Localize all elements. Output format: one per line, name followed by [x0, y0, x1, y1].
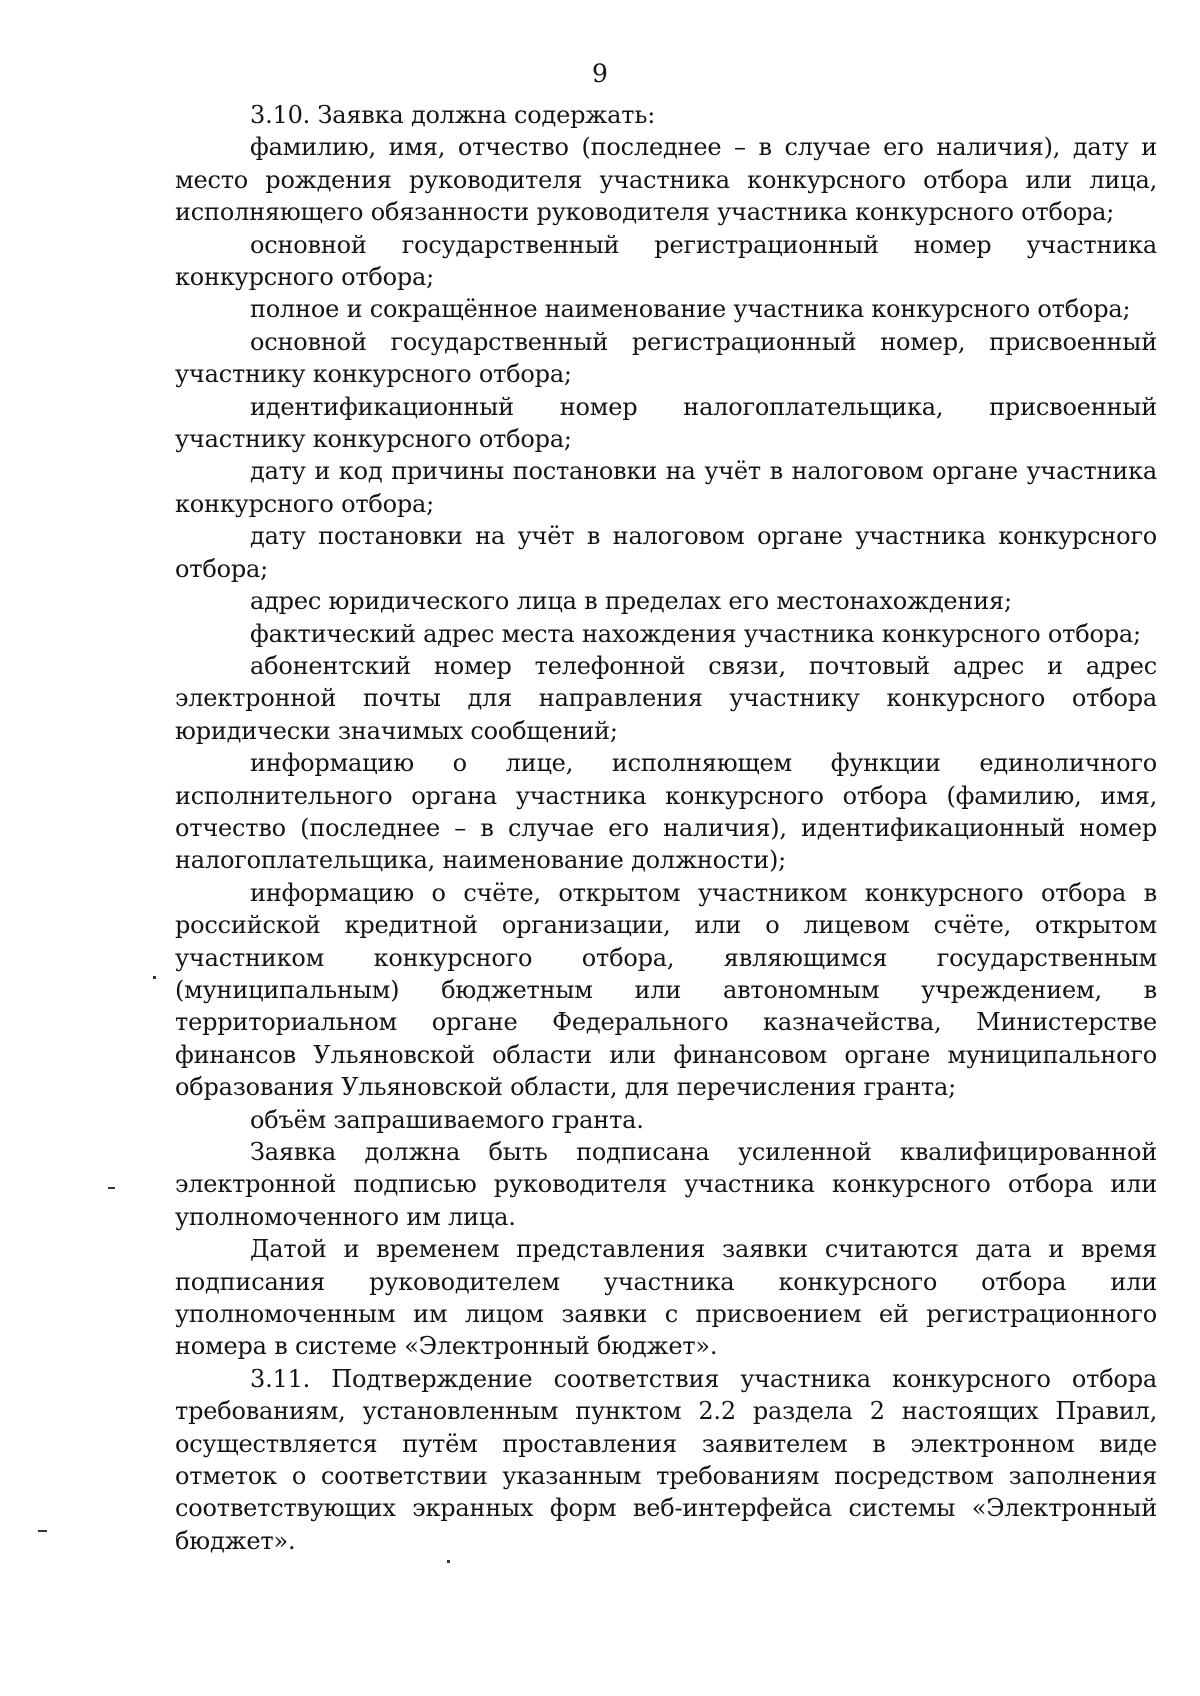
scan-speck: [108, 1187, 115, 1189]
paragraph-kpp: дату и код причины постановки на учёт в налоговом органе участника конкурсного отбора;: [175, 457, 1157, 518]
paragraph-section-3-10-heading: 3.10. Заявка должна содержать:: [250, 101, 656, 129]
scan-speck: [153, 976, 156, 979]
paragraph-account-info: информацию о счёте, открытом участником конкурсного отбора в российской кредитной организации, или о лицевом счёте, открытом участником конкурсного отбора, являющимся государственным (муниципальным) бюджетным или автономным учреждением, в территориальном органе Федерального казначейства, Министерстве финансов Ульяновской области или финансовом органе муниципального образования Ульяновской области, для перечисления гранта;: [175, 878, 1157, 1102]
paragraph-contacts: абонентский номер телефонной связи, почтовый адрес и адрес электронной почты для направления участнику конкурсного отбора юридически значимых сообщений;: [175, 651, 1157, 745]
paragraph-submission-date: Датой и временем представления заявки считаются дата и время подписания руководителем участника конкурсного отбора или уполномоченным им лицом заявки с присвоением ей регистрационного номера в системе «Электронный бюджет».: [175, 1235, 1157, 1361]
document-body: [175, 99, 1157, 1557]
paragraph-registration-date: дату постановки на учёт в налоговом органе участника конкурсного отбора;: [175, 522, 1157, 583]
paragraph-actual-address: фактический адрес места нахождения участника конкурсного отбора;: [250, 619, 1141, 648]
paragraph-signature: Заявка должна быть подписана усиленной квалифицированной электронной подписью руководителя участника конкурсного отбора или уполномоченного им лица.: [175, 1138, 1157, 1231]
paragraph-section-3-11: 3.11. Подтверждение соответствия участника конкурсного отбора требованиям, установленным пунктом 2.2 раздела 2 настоящих Правил, осуществляется путём проставления заявителем в электронном виде отметок о соответствии указанным требованиям посредством заполнения соответствующих экранных форм веб-интерфейса системы «Электронный бюджет».: [175, 1364, 1157, 1555]
scan-speck: [447, 1560, 450, 1563]
paragraph-executive-info: информацию о лице, исполняющем функции единоличного исполнительного органа участника конкурсного отбора (фамилию, имя, отчество (последнее – в случае его наличия), идентификационный номер налогоплательщика, наименование должности);: [175, 749, 1157, 875]
paragraph-inn: идентификационный номер налогоплательщика, присвоенный участнику конкурсного отбора;: [175, 392, 1157, 454]
page-number: 9: [592, 59, 608, 88]
paragraph-full-name: фамилию, имя, отчество (последнее – в случае его наличия), дату и место рождения руководителя участника конкурсного отбора или лица, исполняющего обязанности руководителя участника конкурсного отбора;: [175, 133, 1157, 227]
paragraph-full-short-name: полное и сокращённое наименование участника конкурсного отбора;: [250, 295, 1131, 324]
paragraph-ogrn-assigned: основной государственный регистрационный номер, присвоенный участнику конкурсного отбора;: [175, 327, 1157, 389]
paragraph-legal-address: адрес юридического лица в пределах его местонахождения;: [250, 587, 1012, 616]
scan-speck: [38, 1530, 47, 1532]
paragraph-ogrn: основной государственный регистрационный номер участника конкурсного отбора;: [175, 230, 1157, 292]
paragraph-grant-amount: объём запрашиваемого гранта.: [250, 1105, 644, 1134]
